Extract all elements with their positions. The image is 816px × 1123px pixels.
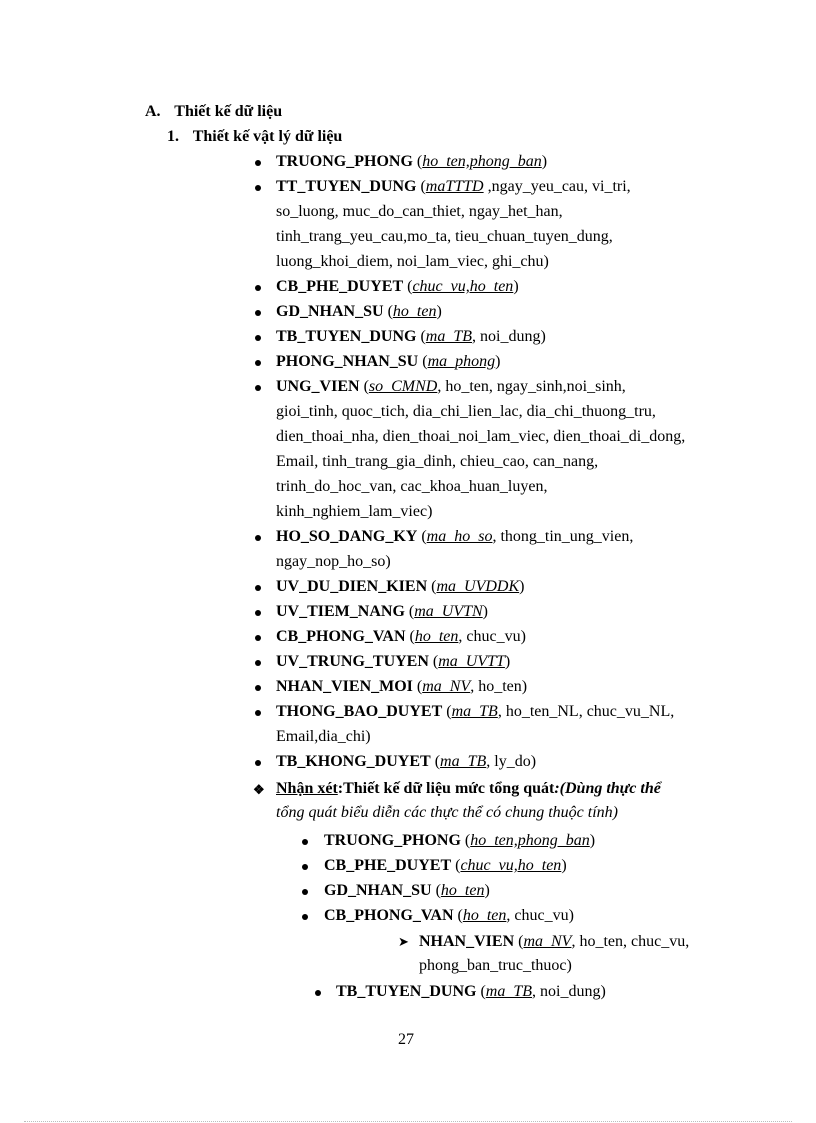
entity-attributes-continued: tinh_trang_yeu_cau,mo_ta, tieu_chuan_tuyen_dung,	[276, 228, 613, 245]
subsection-title: Thiết kế vật lý dữ liệu	[192, 128, 343, 145]
entity-name: GD_NHAN_SU	[324, 882, 432, 899]
bullet-icon	[255, 760, 261, 766]
entity-attributes-continued: ngay_nop_ho_so)	[276, 553, 391, 570]
entity-name: CB_PHONG_VAN	[276, 628, 406, 645]
entity-key: ma_phong	[427, 353, 496, 370]
page-bottom-rule	[24, 1121, 792, 1122]
paren-open: (	[412, 153, 423, 170]
entity-name: CB_PHE_DUYET	[324, 857, 452, 874]
section-title: Thiết kế dữ liệu	[174, 103, 283, 120]
entity-attributes: )	[589, 832, 596, 849]
entity-item-continuation	[276, 403, 656, 421]
entity-item	[276, 603, 488, 621]
entity-item-continuation	[276, 503, 432, 521]
entity-attributes-continued: so_luong, muc_do_can_thiet, ngay_het_han,	[276, 203, 563, 220]
bullet-icon	[255, 635, 261, 641]
section-heading-a	[145, 103, 282, 121]
entity-key: ho_ten,phong_ban	[422, 153, 542, 170]
remark-note-end: tổng quát biểu diễn các thực thể có chung thuộc tính)	[276, 804, 618, 821]
entity-name: THONG_BAO_DUYET	[276, 703, 443, 720]
remark-line-2	[276, 804, 618, 822]
bullet-icon	[255, 310, 261, 316]
bullet-icon	[255, 685, 261, 691]
entity-key: ma_TB	[451, 703, 498, 720]
entity-item	[276, 528, 633, 546]
entity-attributes: ,ngay_yeu_cau, vi_tri,	[483, 178, 631, 195]
entity-item	[276, 628, 526, 646]
entity-attributes-continued: dien_thoai_nha, dien_thoai_noi_lam_viec, dien_thoai_di_dong,	[276, 428, 686, 445]
entity-name: UV_TIEM_NANG	[276, 603, 405, 620]
paren-open: (	[431, 882, 441, 899]
bullet-icon	[255, 335, 261, 341]
entity-key: ho_ten	[392, 303, 437, 320]
paren-open: (	[416, 328, 426, 345]
general-entity-item	[324, 857, 567, 875]
remark-note-start: :(Dùng thực thể	[554, 780, 661, 797]
entity-item	[276, 153, 547, 171]
entity-item	[276, 578, 524, 596]
entity-name: GD_NHAN_SU	[276, 303, 384, 320]
entity-key: ho_ten	[414, 628, 459, 645]
entity-item-continuation	[276, 728, 371, 746]
entity-key: ho_ten,phong_ban	[470, 832, 590, 849]
entity-item	[276, 278, 519, 296]
entity-attributes-continued: gioi_tinh, quoc_tich, dia_chi_lien_lac, dia_chi_thuong_tru,	[276, 403, 656, 420]
arrow-item-line-1	[419, 933, 689, 951]
entity-item-continuation	[276, 228, 613, 246]
paren-open: (	[476, 983, 486, 1000]
entity-item	[276, 678, 527, 696]
entity-item	[276, 753, 536, 771]
entity-item	[276, 353, 500, 371]
entity-attributes: , ho_ten_NL, chuc_vu_NL,	[497, 703, 675, 720]
entity-name: NHAN_VIEN	[419, 933, 515, 950]
entity-item	[276, 328, 546, 346]
entity-key: so_CMND	[368, 378, 438, 395]
entity-item	[276, 178, 631, 196]
entity-key: ho_ten	[440, 882, 485, 899]
section-marker: A.	[145, 103, 161, 120]
entity-item-continuation	[276, 428, 685, 446]
paren-open: (	[427, 578, 437, 595]
entity-attributes: )	[541, 153, 548, 170]
entity-attributes: )	[561, 857, 567, 874]
entity-item-continuation	[276, 203, 563, 221]
remark-title: Thiết kế dữ liệu mức tổng quát	[343, 780, 555, 797]
entity-attributes: , thong_tin_ung_vien,	[492, 528, 634, 545]
entity-name: TB_TUYEN_DUNG	[276, 328, 417, 345]
bullet-icon	[302, 864, 308, 870]
entity-name: CB_PHONG_VAN	[324, 907, 454, 924]
bullet-icon	[255, 535, 261, 541]
entity-name: CB_PHE_DUYET	[276, 278, 404, 295]
bullet-icon	[255, 585, 261, 591]
paren-open: (	[417, 528, 427, 545]
entity-item-continuation	[276, 553, 391, 571]
page-number: 27	[398, 1031, 414, 1048]
entity-key: maTTTD	[425, 178, 484, 195]
entity-attributes: , chuc_vu)	[506, 907, 574, 924]
entity-attributes: , ly_do)	[486, 753, 537, 770]
bullet-icon	[302, 889, 308, 895]
remark-colon: :	[337, 780, 344, 797]
entity-name: TRUONG_PHONG	[324, 832, 461, 849]
entity-item	[276, 378, 626, 396]
entity-key: ma_ho_so	[426, 528, 493, 545]
entity-attributes: , ho_ten)	[470, 678, 528, 695]
paren-open: (	[403, 278, 413, 295]
entity-key: ma_UVTT	[438, 653, 505, 670]
paren-open: (	[416, 178, 426, 195]
entity-attributes: )	[495, 353, 501, 370]
entity-name: TB_KHONG_DUYET	[276, 753, 431, 770]
entity-attributes: )	[484, 882, 490, 899]
entity-attributes: )	[513, 278, 519, 295]
entity-item-continuation	[276, 453, 598, 471]
bullet-icon	[302, 839, 308, 845]
bullet-icon	[255, 160, 261, 166]
entity-attributes: )	[519, 578, 525, 595]
entity-key: ma_UVDDK	[436, 578, 520, 595]
paren-open: (	[404, 603, 415, 620]
general-entity-item	[324, 832, 595, 850]
paren-open: (	[430, 753, 441, 770]
paren-open: (	[383, 303, 393, 320]
entity-key: ho_ten	[462, 907, 507, 924]
bullet-icon	[255, 360, 261, 366]
entity-attributes-continued: kinh_nghiem_lam_viec)	[276, 503, 433, 520]
entity-attributes: )	[436, 303, 442, 320]
entity-attributes-continued: Email, tinh_trang_gia_dinh, chieu_cao, can_nang,	[276, 453, 599, 470]
paren-open: (	[412, 678, 423, 695]
entity-item	[276, 703, 674, 721]
entity-name: TRUONG_PHONG	[276, 153, 413, 170]
entity-attributes: )	[504, 653, 511, 670]
entity-attributes-continued: Email,dia_chi)	[276, 728, 371, 745]
entity-attributes: )	[482, 603, 488, 620]
bullet-icon	[302, 914, 308, 920]
bullet-icon	[255, 285, 261, 291]
entity-name: PHONG_NHAN_SU	[276, 353, 419, 370]
entity-attributes: , ho_ten, ngay_sinh,noi_sinh,	[437, 378, 626, 395]
entity-item	[276, 303, 442, 321]
bullet-icon	[315, 990, 321, 996]
paren-open: (	[359, 378, 369, 395]
entity-key: ma_NV	[422, 678, 471, 695]
arrow-bullet-icon: ➤	[398, 934, 409, 949]
entity-attributes: , noi_dung)	[472, 328, 546, 345]
entity-item	[276, 653, 510, 671]
remark-line-1	[276, 780, 661, 798]
paren-open: (	[451, 857, 461, 874]
entity-item-continuation	[276, 478, 547, 496]
bullet-icon	[255, 385, 261, 391]
entity-attributes-continued: phong_ban_truc_thuoc)	[419, 957, 572, 974]
bullet-icon	[255, 610, 261, 616]
entity-key: ma_TB	[425, 328, 473, 345]
entity-key: chuc_vu,ho_ten	[460, 857, 562, 874]
general-entity-item	[324, 907, 574, 925]
entity-key: ma_TB	[440, 753, 487, 770]
entity-item-continuation	[276, 253, 549, 271]
paren-open: (	[418, 353, 428, 370]
arrow-item-line-2	[419, 957, 572, 975]
entity-attributes: , noi_dung)	[532, 983, 606, 1000]
paren-open: (	[460, 832, 471, 849]
entity-attributes: , chuc_vu)	[458, 628, 526, 645]
entity-attributes-continued: trinh_do_hoc_van, cac_khoa_huan_luyen,	[276, 478, 548, 495]
entity-key: chuc_vu,ho_ten	[412, 278, 514, 295]
paren-open: (	[428, 653, 439, 670]
entity-name: TT_TUYEN_DUNG	[276, 178, 417, 195]
bullet-icon	[255, 660, 261, 666]
paren-open: (	[453, 907, 463, 924]
diamond-bullet-icon: ❖	[253, 782, 265, 797]
paren-open: (	[405, 628, 415, 645]
paren-open: (	[442, 703, 452, 720]
entity-key: ma_TB	[485, 983, 533, 1000]
general-entity-item	[324, 882, 490, 900]
entity-name: UV_DU_DIEN_KIEN	[276, 578, 428, 595]
entity-attributes: , ho_ten, chuc_vu,	[571, 933, 690, 950]
paren-open: (	[514, 933, 524, 950]
entity-key: ma_UVTN	[414, 603, 483, 620]
entity-name: HO_SO_DANG_KY	[276, 528, 418, 545]
entity-name: UV_TRUNG_TUYEN	[276, 653, 429, 670]
entity-name: UNG_VIEN	[276, 378, 360, 395]
entity-name: TB_TUYEN_DUNG	[336, 983, 477, 1000]
remark-label: Nhận xét	[276, 780, 338, 797]
entity-key: ma_NV	[523, 933, 572, 950]
bullet-icon	[255, 185, 261, 191]
bullet-icon	[255, 710, 261, 716]
entity-attributes-continued: luong_khoi_diem, noi_lam_viec, ghi_chu)	[276, 253, 549, 270]
entity-name: NHAN_VIEN_MOI	[276, 678, 413, 695]
last-entity-item	[336, 983, 606, 1001]
subsection-marker: 1.	[167, 128, 179, 145]
subsection-heading-1	[167, 128, 342, 146]
